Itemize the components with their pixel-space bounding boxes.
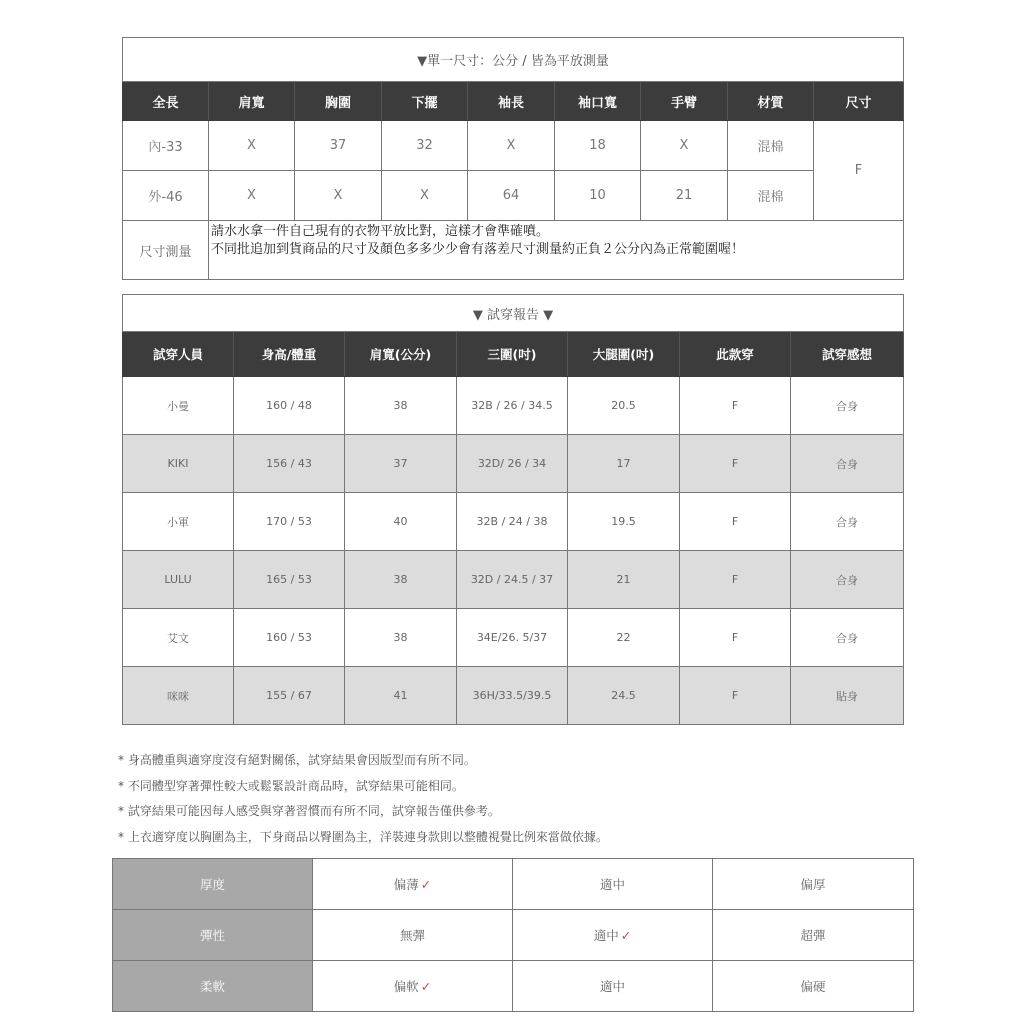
- size-note-line: 不同批追加到貨商品的尺寸及顏色多多少少會有落差尺寸測量約正負２公分內為正常範圍喔！: [211, 242, 745, 257]
- size-row-inner: [123, 121, 904, 171]
- size-header-sleeve: 袖長: [468, 82, 555, 121]
- fabric-option-label: 偏硬: [800, 979, 826, 994]
- size-header-material: 材質: [728, 82, 814, 121]
- report-cell: 合身: [791, 551, 904, 609]
- fabric-option: [513, 961, 713, 1012]
- size-row-outer: [123, 171, 904, 221]
- report-row: [123, 551, 904, 609]
- size-table: [122, 37, 904, 280]
- fabric-table: [112, 858, 914, 1012]
- size-cell: X: [641, 121, 728, 171]
- report-header-fit: 試穿感想: [791, 332, 904, 377]
- fabric-row: [113, 961, 914, 1012]
- report-cell: 小曼: [123, 377, 234, 435]
- fabric-label: 彈性: [113, 910, 313, 961]
- report-cell: 38: [345, 377, 457, 435]
- report-cell: 合身: [791, 493, 904, 551]
- report-cell: 合身: [791, 435, 904, 493]
- fabric-option-label: 無彈: [399, 928, 425, 943]
- size-header-chest: 胸圍: [295, 82, 382, 121]
- report-header-size-worn: 此款穿: [680, 332, 791, 377]
- size-cell: 混棉: [728, 171, 814, 221]
- fabric-option: [513, 910, 713, 961]
- check-icon: ✓: [420, 979, 432, 994]
- report-cell: F: [680, 609, 791, 667]
- report-cell: 155 / 67: [234, 667, 345, 725]
- report-cell: KIKI: [123, 435, 234, 493]
- report-cell: 36H/33.5/39.5: [457, 667, 568, 725]
- report-cell: F: [680, 667, 791, 725]
- size-note-line: 請水水拿一件自己現有的衣物平放比對，這樣才會準確噴。: [211, 224, 550, 239]
- size-header-hem: 下擺: [382, 82, 468, 121]
- size-cell: X: [468, 121, 555, 171]
- report-cell: 咪咪: [123, 667, 234, 725]
- report-cell: 40: [345, 493, 457, 551]
- size-value-cell: F: [814, 121, 904, 221]
- fabric-option-label: 偏厚: [800, 877, 826, 892]
- size-table-caption: ▼單一尺寸：公分 / 皆為平放測量: [123, 38, 904, 82]
- report-cell: 合身: [791, 377, 904, 435]
- size-cell: 21: [641, 171, 728, 221]
- note-item: * 不同體型穿著彈性較大或鬆緊設計商品時，試穿結果可能相同。: [118, 778, 464, 793]
- note-item: * 上衣適穿度以胸圍為主，下身商品以臀圍為主，洋裝連身款則以整體視覺比例來當做依據。: [118, 829, 608, 844]
- size-cell: 32: [382, 121, 468, 171]
- fabric-option: [713, 961, 914, 1012]
- report-cell: F: [680, 435, 791, 493]
- report-cell: 19.5: [568, 493, 680, 551]
- report-cell: F: [680, 377, 791, 435]
- size-cell: 10: [555, 171, 641, 221]
- fabric-option-label: 超彈: [800, 928, 826, 943]
- report-row: [123, 493, 904, 551]
- size-header-cuff: 袖口寬: [555, 82, 641, 121]
- fabric-option: [313, 961, 513, 1012]
- fabric-row: [113, 859, 914, 910]
- report-cell: 貼身: [791, 667, 904, 725]
- size-cell: 外-46: [123, 171, 209, 221]
- report-cell: 32B / 26 / 34.5: [457, 377, 568, 435]
- report-cell: 24.5: [568, 667, 680, 725]
- report-row: [123, 609, 904, 667]
- size-cell: 內-33: [123, 121, 209, 171]
- report-cell: F: [680, 551, 791, 609]
- fabric-option: [313, 910, 513, 961]
- report-cell: 合身: [791, 609, 904, 667]
- fabric-option-label: 偏薄: [393, 877, 419, 892]
- fabric-option-label: 偏軟: [393, 979, 419, 994]
- size-note-text: [209, 221, 904, 280]
- report-cell: 22: [568, 609, 680, 667]
- report-caption: ▼ 試穿報告 ▼: [123, 295, 904, 332]
- fabric-option-label: 適中: [593, 928, 619, 943]
- size-cell: 37: [295, 121, 382, 171]
- report-cell: 165 / 53: [234, 551, 345, 609]
- fabric-option-label: 適中: [599, 979, 625, 994]
- report-cell: 小軍: [123, 493, 234, 551]
- size-header-size: 尺寸: [814, 82, 904, 121]
- fabric-option: [713, 859, 914, 910]
- report-cell: 32D / 24.5 / 37: [457, 551, 568, 609]
- size-cell: 64: [468, 171, 555, 221]
- report-cell: 17: [568, 435, 680, 493]
- size-header-arm: 手臂: [641, 82, 728, 121]
- report-row: [123, 377, 904, 435]
- report-header-height-weight: 身高/體重: [234, 332, 345, 377]
- report-header-person: 試穿人員: [123, 332, 234, 377]
- size-cell: 18: [555, 121, 641, 171]
- fabric-option-label: 適中: [599, 877, 625, 892]
- report-table: [122, 294, 904, 725]
- fabric-option: [513, 859, 713, 910]
- report-cell: 21: [568, 551, 680, 609]
- size-cell: X: [209, 171, 295, 221]
- report-cell: 20.5: [568, 377, 680, 435]
- fabric-label: 柔軟: [113, 961, 313, 1012]
- report-cell: 160 / 53: [234, 609, 345, 667]
- size-header-length: 全長: [123, 82, 209, 121]
- size-note-label: 尺寸測量: [123, 221, 209, 280]
- report-header-thigh: 大腿圍(吋): [568, 332, 680, 377]
- fabric-option: [713, 910, 914, 961]
- report-cell: 170 / 53: [234, 493, 345, 551]
- size-header-shoulder: 肩寬: [209, 82, 295, 121]
- report-cell: 156 / 43: [234, 435, 345, 493]
- check-icon: ✓: [620, 928, 632, 943]
- check-icon: ✓: [420, 877, 432, 892]
- size-cell: X: [382, 171, 468, 221]
- notes-list: [118, 750, 918, 852]
- report-cell: 34E/26. 5/37: [457, 609, 568, 667]
- fabric-option: [313, 859, 513, 910]
- report-cell: LULU: [123, 551, 234, 609]
- report-cell: 38: [345, 551, 457, 609]
- report-header-measurements: 三圍(吋): [457, 332, 568, 377]
- report-cell: 37: [345, 435, 457, 493]
- report-cell: 160 / 48: [234, 377, 345, 435]
- report-cell: 38: [345, 609, 457, 667]
- report-header-shoulder: 肩寬(公分): [345, 332, 457, 377]
- size-cell: 混棉: [728, 121, 814, 171]
- report-row: [123, 667, 904, 725]
- report-cell: F: [680, 493, 791, 551]
- fabric-label: 厚度: [113, 859, 313, 910]
- report-row: [123, 435, 904, 493]
- note-item: * 身高體重與適穿度沒有絕對關係，試穿結果會因版型而有所不同。: [118, 753, 476, 767]
- report-cell: 41: [345, 667, 457, 725]
- report-cell: 艾文: [123, 609, 234, 667]
- fabric-row: [113, 910, 914, 961]
- report-cell: 32B / 24 / 38: [457, 493, 568, 551]
- size-cell: X: [295, 171, 382, 221]
- note-item: * 試穿結果可能因每人感受與穿著習慣而有所不同，試穿報告僅供參考。: [118, 804, 500, 818]
- report-cell: 32D/ 26 / 34: [457, 435, 568, 493]
- size-cell: X: [209, 121, 295, 171]
